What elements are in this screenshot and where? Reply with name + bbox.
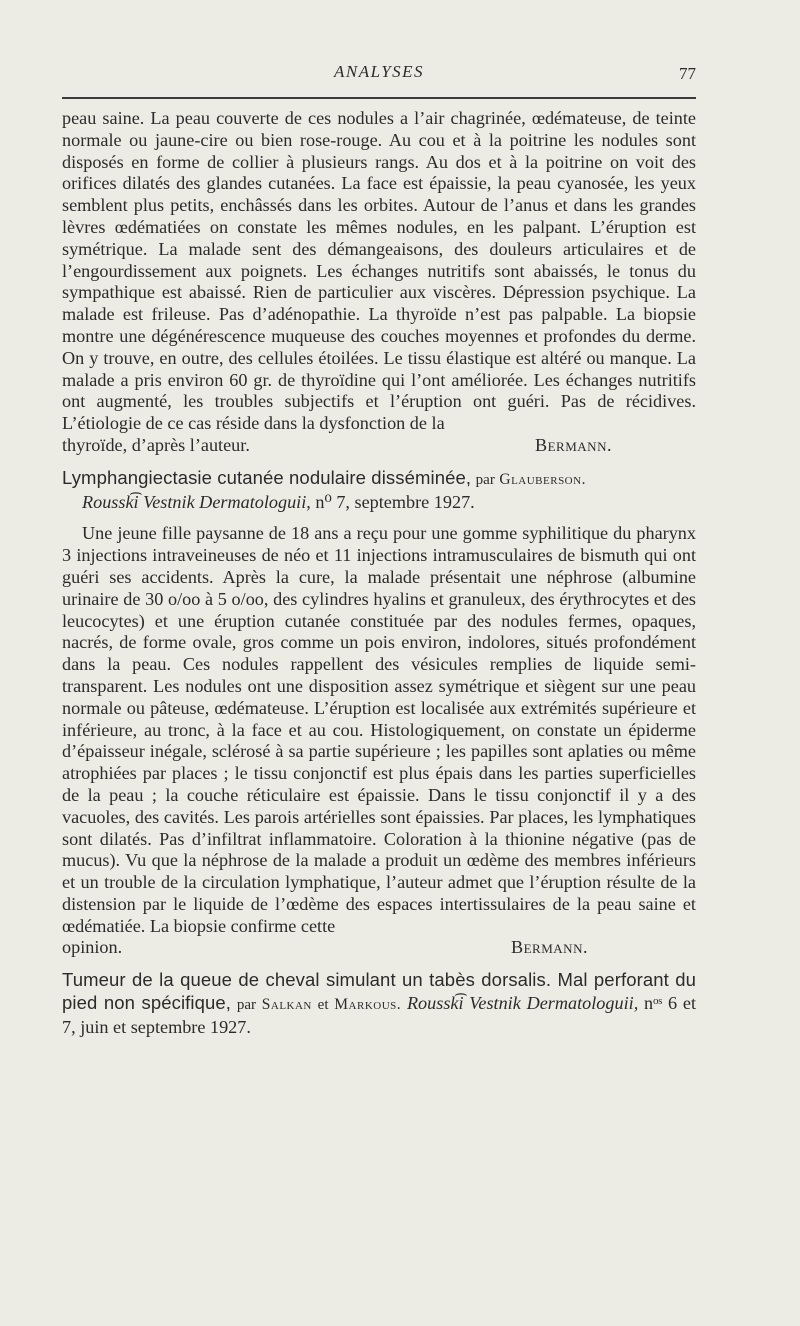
article-1-closing-line (62, 435, 696, 457)
article-1-paragraph: peau saine. La peau couverte de ces nodules a l’air chagrinée, œdémateuse, de teinte normale ou jaune-cire ou bien rose-rouge. Au cou et à la poitrine les nodules sont disposés en forme de collier à plusieurs rangs. Au dos et à la poitrine on voit des orifices dilatés des glandes cutanées. La face est épaissie, la peau cyanosée, les yeux semblent plus petits, enchâssés dans les orbites. Autour de l’anus et dans les grandes lèvres œdématiées on constate les mêmes nodules, en les palpant. L’éruption est symétrique. La malade sent des démangeaisons, des douleurs articulaires et de l’engourdissement aux poignets. Les échanges nutritifs sont abaissés, le tonus du sympathique est abaissé. Rien de particulier aux viscères. Dépression psychique. La malade est frileuse. Pas d’adénopathie. La thyroïde n’est pas palpable. La biopsie montre une dégénérescence muqueuse des couches moyennes et profondes du derme. On y trouve, en outre, des cellules étoilées. Le tissu élastique est altéré ou manque. La malade a pris environ 60 gr. de thyroïdine qui l’ont améliorée. Les échanges nutritifs ont augmenté, les troubles subjectifs et l’éruption ont guéri. Pas de récidives. L’étiologie de ce cas réside dans la dysfonction de la (62, 108, 696, 434)
article-2-heading (62, 467, 696, 492)
article-3-journal: Roussk͡i Vestnik Dermatologuii, (406, 993, 639, 1014)
article-3-heading (62, 969, 696, 1038)
article-3-issue: nᵒˢ 6 et 7, juin et septembre 1927. (62, 993, 697, 1037)
article-3 (62, 969, 696, 1038)
article-3-title: Tumeur de la queue de cheval simulant un tabès dorsalis. Mal perforant du pied non spécifique, (62, 969, 696, 1014)
article-2-paragraph: Une jeune fille paysanne de 18 ans a reçu pour une gomme syphilitique du pharynx 3 injections intraveineuses de néo et 11 injections intramusculaires de bismuth qui ont guéri ses accidents. Après la cure, la malade présentait une néphrose (albumine urinaire de 30 o/oo à 5 o/oo, des cylindres hyalins et granuleux, des érythrocytes et des leucocytes) et une éruption cutanée constituée par des nodules fermes, opaques, nacrés, de forme ovale, gros comme un pois environ, indolores, situés profondément dans la peau. Ces nodules rappellent des vésicules remplies de liquide semi-transparent. Les nodules ont une disposition assez symétrique et siègent sur une peau normale ou pâteuse, œdémateuse. L’éruption est localisée aux extrémités supérieure et inférieure, au tronc, à la face et au cou. Histologiquement, on constate un épiderme d’épaisseur inégale, sclérosé à sa partie supérieure ; les papilles sont aplaties ou même atrophiées par places ; le tissu conjonctif est plus épais dans les parties superficielles de la peau ; la couche réticulaire est épaissie. Dans le tissu conjonctif il y a des vacuoles, des cavités. Les parois artérielles sont épaissies. Par places, les lymphatiques sont dilatés. Pas d’infiltrat inflammatoire. Coloration à la thionine négative (pas de mucus). Vu que la néphrose de la malade a produit un œdème des membres inférieurs et un trouble de la circulation lymphatique, l’auteur admet que l’éruption résulte de la distension par le liquide de l’œdème des espaces intertissulaires de la peau saine et œdématiée. La biopsie confirme cette (62, 523, 696, 936)
article-3-author-1: Salkan (261, 996, 312, 1014)
article-2-signature: Bermann. (510, 937, 588, 958)
article-1 (62, 108, 696, 457)
article-2-issue: n⁰ 7, septembre 1927. (315, 491, 475, 512)
page-header (62, 58, 696, 88)
article-2-by: par (475, 471, 495, 488)
article-3-author-2: Markous. (334, 996, 402, 1014)
article-3-by: par (236, 997, 256, 1014)
page-body (62, 108, 696, 1039)
article-2-reference (62, 492, 696, 514)
running-title: ANALYSES (333, 62, 425, 81)
article-2-last-line: opinion. (62, 937, 123, 958)
article-2-title: Lymphangiectasie cutanée nodulaire disséminée, (62, 466, 472, 488)
article-2-closing-line (62, 937, 696, 959)
article-2-author: Glauberson. (499, 470, 586, 488)
article-1-last-line: thyroïde, d’après l’auteur. (62, 434, 250, 455)
spacer (62, 513, 696, 523)
article-2 (62, 467, 696, 960)
article-1-signature: Bermann. (534, 434, 612, 455)
page-number: 77 (679, 64, 696, 83)
header-rule (62, 97, 696, 99)
article-2-journal: Roussk͡i Vestnik Dermatologuii, (82, 491, 311, 512)
article-3-and: et (317, 997, 329, 1014)
